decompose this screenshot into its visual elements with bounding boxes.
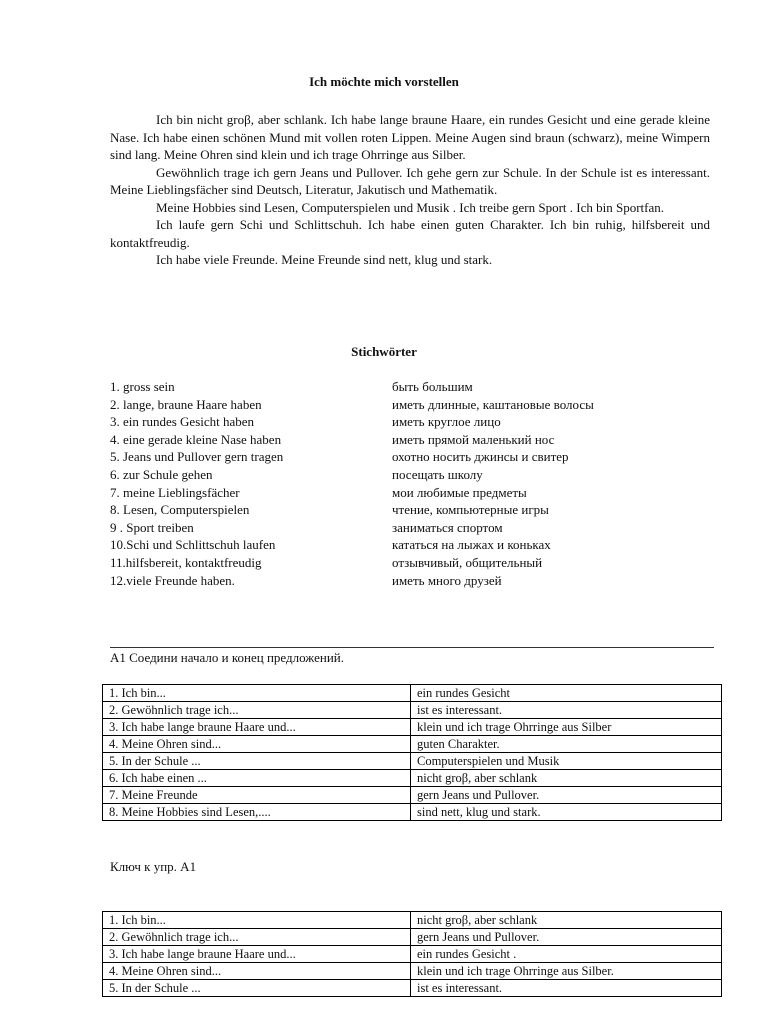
- sentence-start: 5. In der Schule ...: [103, 980, 411, 997]
- table-row: [103, 929, 722, 946]
- vocab-item: [110, 378, 670, 396]
- sentence-end: ist es interessant.: [411, 980, 722, 997]
- vocab-german: 2. lange, braune Haare haben: [110, 396, 262, 412]
- vocab-item: [110, 501, 670, 519]
- vocab-german: 1. gross sein: [110, 379, 175, 394]
- vocab-russian: отзывчивый, общительный: [392, 554, 543, 570]
- sentence-end: klein und ich trage Ohrringe aus Silber: [411, 719, 722, 736]
- vocab-russian: мои любимые предметы: [392, 484, 527, 500]
- vocab-list: [110, 378, 670, 589]
- key-label: Ключ к упр. A1: [110, 859, 197, 874]
- sentence-start: 2. Gewöhnlich trage ich...: [103, 929, 411, 946]
- vocab-item: [110, 484, 670, 502]
- vocab-german: 7. meine Lieblingsfächer: [110, 484, 240, 500]
- paragraph: Gewöhnlich trage ich gern Jeans und Pullover. Ich gehe gern zur Schule. In der Schule ist es interessant. Meine Lieblingsfächer sind Deutsch, Literatur, Jakutisch und Mathematik.: [110, 164, 710, 197]
- key-table: [102, 911, 722, 997]
- table-row: [103, 963, 722, 980]
- paragraph: Ich habe viele Freunde. Meine Freunde sind nett, klug und stark.: [156, 252, 493, 267]
- table-row: [103, 770, 722, 787]
- vocab-german: 8. Lesen, Computerspielen: [110, 502, 250, 518]
- sentence-end: Computerspielen und Musik: [411, 753, 722, 770]
- sentence-start: 7. Meine Freunde: [103, 787, 411, 804]
- vocab-russian: иметь круглое лицо: [392, 414, 501, 430]
- vocab-russian: заниматься спортом: [392, 519, 503, 535]
- table-row: [103, 946, 722, 963]
- vocab-russian: быть большим: [392, 379, 473, 394]
- vocab-item: [110, 572, 670, 590]
- paragraph: Meine Hobbies sind Lesen, Computerspielen und Musik . Ich treibe gern Sport . Ich bin Sportfan.: [156, 199, 664, 215]
- vocab-item: [110, 396, 670, 414]
- sentence-end: guten Charakter.: [411, 736, 722, 753]
- table-row: [103, 736, 722, 753]
- table-row: [103, 702, 722, 719]
- vocab-russian: иметь много друзей: [392, 572, 502, 588]
- sentence-start: 1. Ich bin...: [103, 912, 411, 929]
- vocab-item: [110, 413, 670, 431]
- divider: [110, 647, 714, 648]
- vocab-russian: чтение, компьютерные игры: [392, 502, 549, 518]
- table-row: [103, 912, 722, 929]
- vocab-russian: посещать школу: [392, 466, 483, 482]
- vocab-item: [110, 536, 670, 554]
- sentence-start: 2. Gewöhnlich trage ich...: [103, 702, 411, 719]
- sentence-start: 3. Ich habe lange braune Haare und...: [103, 719, 411, 736]
- sentence-end: gern Jeans und Pullover.: [411, 929, 722, 946]
- sentence-start: 4. Meine Ohren sind...: [103, 736, 411, 753]
- sentence-end: gern Jeans und Pullover.: [411, 787, 722, 804]
- sentence-end: ein rundes Gesicht: [411, 685, 722, 702]
- vocab-german: 6. zur Schule gehen: [110, 466, 213, 482]
- vocab-german: 5. Jeans und Pullover gern tragen: [110, 449, 284, 465]
- table-row: [103, 685, 722, 702]
- sentence-end: ein rundes Gesicht .: [411, 946, 722, 963]
- paragraph: Ich bin nicht groβ, aber schlank. Ich habe lange braune Haare, ein rundes Gesicht und eine gerade kleine Nase. Ich habe einen schönen Mund mit vollen roten Lippen. Meine Augen sind braun (schwarz), meine Wimpern sind lang. Meine Ohren sind klein und ich trage Ohrringe aus Silber.: [110, 112, 710, 162]
- sentence-start: 6. Ich habe einen ...: [103, 770, 411, 787]
- vocab-german: 9 . Sport treiben: [110, 519, 194, 535]
- sentence-end: ist es interessant.: [411, 702, 722, 719]
- vocab-german: 3. ein rundes Gesicht haben: [110, 414, 255, 430]
- vocab-german: 10.Schi und Schlittschuh laufen: [110, 537, 276, 553]
- paragraph: Ich laufe gern Schi und Schlittschuh. Ich habe einen guten Charakter. Ich bin ruhig, hilfsbereit und kontaktfreudig.: [110, 217, 710, 250]
- vocab-russian: иметь длинные, каштановые волосы: [392, 396, 594, 412]
- document-title: Ich möchte mich vorstellen: [309, 74, 459, 89]
- vocab-title: Stichwörter: [351, 344, 417, 359]
- sentence-end: sind nett, klug und stark.: [411, 804, 722, 821]
- sentence-end: nicht groβ, aber schlank: [411, 912, 722, 929]
- sentence-end: klein und ich trage Ohrringe aus Silber.: [411, 963, 722, 980]
- table-row: [103, 980, 722, 997]
- vocab-german: 11.hilfsbereit, kontaktfreudig: [110, 554, 262, 570]
- sentence-start: 8. Meine Hobbies sind Lesen,....: [103, 804, 411, 821]
- table-row: [103, 804, 722, 821]
- sentence-start: 5. In der Schule ...: [103, 753, 411, 770]
- vocab-item: [110, 466, 670, 484]
- sentence-start: 3. Ich habe lange braune Haare und...: [103, 946, 411, 963]
- vocab-item: [110, 431, 670, 449]
- vocab-german: 12.viele Freunde haben.: [110, 572, 235, 588]
- sentence-end: nicht groβ, aber schlank: [411, 770, 722, 787]
- vocab-russian: кататься на лыжах и коньках: [392, 537, 551, 553]
- task-label: A1 Соедини начало и конец предложений.: [110, 650, 344, 665]
- table-row: [103, 719, 722, 736]
- table-row: [103, 787, 722, 804]
- vocab-item: [110, 554, 670, 572]
- vocab-item: [110, 519, 670, 537]
- vocab-german: 4. eine gerade kleine Nase haben: [110, 431, 282, 447]
- task-table: [102, 684, 722, 821]
- sentence-start: 4. Meine Ohren sind...: [103, 963, 411, 980]
- vocab-russian: охотно носить джинсы и свитер: [392, 449, 569, 465]
- intro-text: [110, 111, 710, 269]
- vocab-russian: иметь прямой маленький нос: [392, 431, 555, 447]
- sentence-start: 1. Ich bin...: [103, 685, 411, 702]
- table-row: [103, 753, 722, 770]
- vocab-item: [110, 448, 670, 466]
